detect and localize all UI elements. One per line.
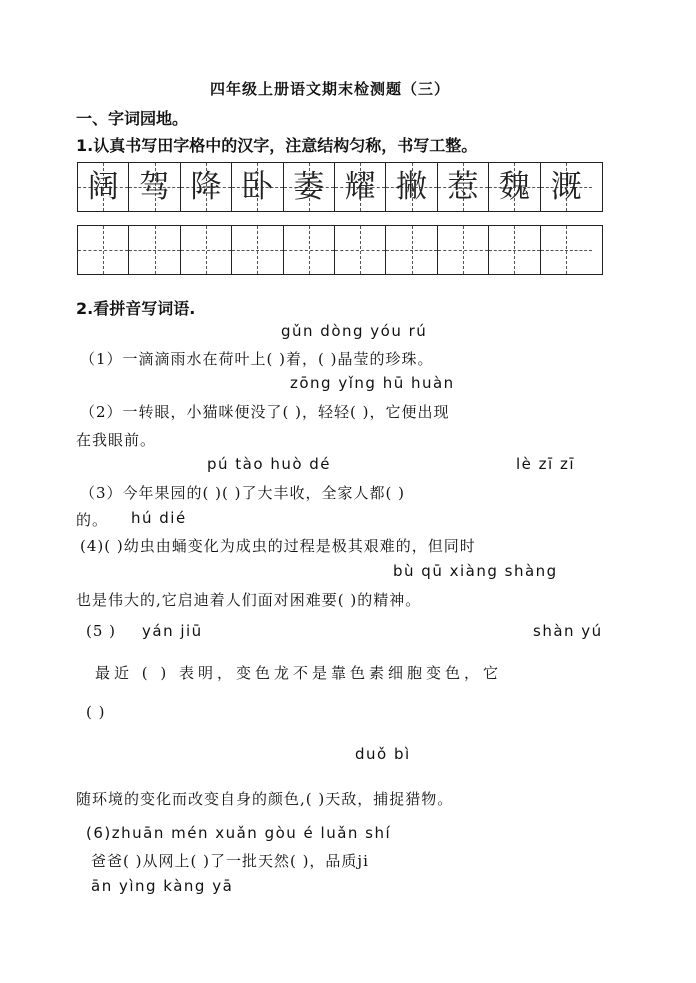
- grid-cell: [284, 163, 335, 211]
- grid-cell: [129, 163, 180, 211]
- pinyin-line: duǒ bì: [355, 745, 411, 763]
- sentence-3: （3）今年果园的( )( )了大丰收，全家人都( ): [80, 484, 405, 502]
- grid-char: 降: [190, 169, 222, 205]
- grid-char: 溉: [550, 169, 582, 205]
- section-heading: 一、字词园地。: [76, 109, 189, 128]
- tianzige-empty-grid: [77, 225, 603, 275]
- writing-cell[interactable]: [284, 226, 335, 274]
- grid-char: 萎: [293, 169, 325, 205]
- item-5-label: (5 ): [86, 622, 117, 640]
- grid-cell: [181, 163, 232, 211]
- pinyin-line: yán jiū: [142, 622, 203, 640]
- grid-cell: [541, 163, 592, 211]
- grid-char: 卧: [241, 169, 273, 205]
- pinyin-line: (6)zhuān mén xuǎn gòu é luǎn shí: [86, 824, 392, 842]
- sentence-2: （2）一转眼，小猫咪便没了( )，轻轻( )，它便出现: [80, 403, 450, 421]
- question-2: 2.看拼音写词语.: [76, 299, 196, 318]
- writing-cell[interactable]: [129, 226, 180, 274]
- pinyin-line: zōng yǐng hū huàn: [290, 374, 455, 392]
- grid-char: 魏: [498, 169, 530, 205]
- question-1: 1.认真书写田字格中的汉字，注意结构匀称，书写工整。: [76, 136, 478, 155]
- page-title: 四年级上册语文期末检测题（三）: [210, 80, 451, 98]
- sentence-1: （1）一滴滴雨水在荷叶上( )着，( )晶莹的珍珠。: [80, 350, 434, 368]
- pinyin-line: pú tào huò dé: [207, 455, 332, 473]
- pinyin-line: lè zī zī: [516, 455, 576, 473]
- writing-cell[interactable]: [438, 226, 489, 274]
- grid-char: 撇: [396, 169, 428, 205]
- sentence-5-cont: 随环境的变化而改变自身的颜色,( )天敌，捕捉猎物。: [76, 790, 454, 808]
- grid-char: 耀: [344, 169, 376, 205]
- writing-cell[interactable]: [78, 226, 129, 274]
- tianzige-filled-grid: [77, 162, 603, 212]
- grid-cell: [438, 163, 489, 211]
- writing-cell[interactable]: [232, 226, 283, 274]
- grid-char: 惹: [447, 169, 479, 205]
- grid-cell: [232, 163, 283, 211]
- writing-cell[interactable]: [335, 226, 386, 274]
- sentence-5-blank: ( ): [86, 703, 106, 721]
- sentence-6: 爸爸( )从网上( )了一批天然( )，品质ji: [91, 852, 369, 870]
- pinyin-line: ān yìng kàng yā: [91, 877, 234, 895]
- grid-cell: [78, 163, 129, 211]
- pinyin-line: gǔn dòng yóu rú: [281, 322, 428, 340]
- grid-cell: [335, 163, 386, 211]
- writing-cell[interactable]: [541, 226, 592, 274]
- pinyin-line: shàn yú: [533, 622, 603, 640]
- writing-cell[interactable]: [386, 226, 437, 274]
- pinyin-line: hú dié: [131, 509, 187, 527]
- grid-cell: [386, 163, 437, 211]
- writing-cell[interactable]: [489, 226, 540, 274]
- writing-cell[interactable]: [181, 226, 232, 274]
- sentence-4: (4)( )幼虫由蛹变化为成虫的过程是极其艰难的，但同时: [80, 537, 476, 555]
- pinyin-line: bù qū xiàng shàng: [393, 562, 558, 580]
- sentence-2-cont: 在我眼前。: [76, 431, 157, 449]
- sentence-3-cont: 的。: [76, 511, 109, 529]
- sentence-5: 最近 ( ) 表明，变色龙不是靠色素细胞变色，它: [95, 664, 503, 682]
- grid-char: 阔: [87, 169, 119, 205]
- grid-cell: [489, 163, 540, 211]
- grid-char: 驾: [139, 169, 171, 205]
- sentence-4-cont: 也是伟大的,它启迪着人们面对困难要( )的精神。: [76, 591, 422, 609]
